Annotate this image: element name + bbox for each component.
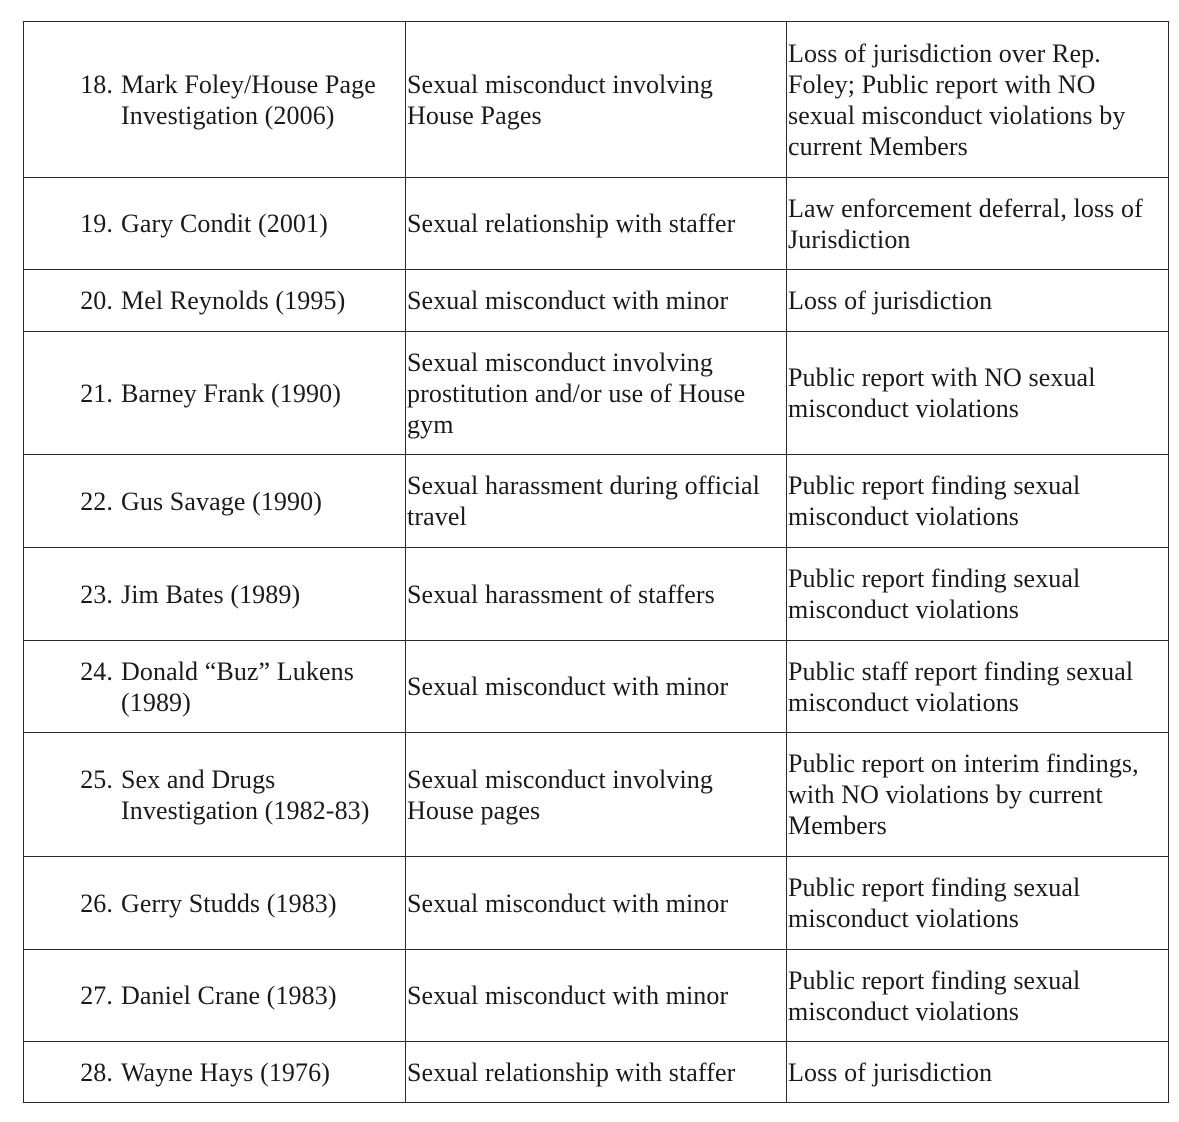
case-name: Gary Condit (2001) <box>121 209 328 238</box>
case-number: 27. <box>80 981 113 1010</box>
disposition-cell: Public staff report finding sexual misconduct violations <box>787 641 1169 733</box>
case-number: 28. <box>80 1057 113 1087</box>
table-row <box>24 455 1169 548</box>
case-name-cell <box>24 178 406 270</box>
allegation-cell: Sexual misconduct involving House Pages <box>406 22 787 178</box>
case-name-cell <box>24 641 406 733</box>
case-name: Mark Foley/House Page Investigation (2006) <box>121 69 376 130</box>
table-row <box>24 857 1169 950</box>
case-number: 20. <box>80 286 113 315</box>
cases-table <box>23 21 1169 1103</box>
allegation-cell: Sexual harassment of staffers <box>406 548 787 641</box>
allegation-cell: Sexual misconduct involving prostitution and/or use of House gym <box>406 332 787 455</box>
table-row <box>24 950 1169 1042</box>
table-row <box>24 1042 1169 1103</box>
case-name-cell <box>24 950 406 1042</box>
case-name-cell <box>24 548 406 641</box>
case-number: 25. <box>80 764 113 794</box>
allegation-cell: Sexual misconduct with minor <box>406 641 787 733</box>
case-number: 23. <box>80 579 113 609</box>
disposition-cell: Loss of jurisdiction <box>787 1042 1169 1103</box>
case-name: Mel Reynolds (1995) <box>121 286 346 315</box>
disposition-cell: Law enforcement deferral, loss of Jurisdiction <box>787 178 1169 270</box>
case-name: Barney Frank (1990) <box>121 378 341 408</box>
allegation-cell: Sexual relationship with staffer <box>406 178 787 270</box>
disposition-cell: Public report with NO sexual misconduct violations <box>787 332 1169 455</box>
allegation-cell: Sexual harassment during official travel <box>406 455 787 548</box>
table-row <box>24 270 1169 332</box>
disposition-cell: Public report on interim findings, with NO violations by current Members <box>787 733 1169 857</box>
case-number: 19. <box>80 209 113 238</box>
disposition-cell: Public report finding sexual misconduct violations <box>787 950 1169 1042</box>
table-row <box>24 22 1169 178</box>
disposition-cell: Public report finding sexual misconduct violations <box>787 548 1169 641</box>
disposition-cell: Public report finding sexual misconduct violations <box>787 857 1169 950</box>
table-row <box>24 548 1169 641</box>
table-row <box>24 332 1169 455</box>
disposition-cell: Loss of jurisdiction <box>787 270 1169 332</box>
case-name-cell <box>24 733 406 857</box>
allegation-cell: Sexual relationship with staffer <box>406 1042 787 1103</box>
allegation-cell: Sexual misconduct with minor <box>406 270 787 332</box>
table-row <box>24 733 1169 857</box>
table-row <box>24 178 1169 270</box>
case-name-cell <box>24 332 406 455</box>
disposition-cell: Loss of jurisdiction over Rep. Foley; Public report with NO sexual misconduct violations by current Members <box>787 22 1169 178</box>
case-name: Gus Savage (1990) <box>121 486 322 516</box>
case-number: 21. <box>80 378 113 408</box>
allegation-cell: Sexual misconduct involving House pages <box>406 733 787 857</box>
case-number: 26. <box>80 888 113 918</box>
case-name: Daniel Crane (1983) <box>121 981 337 1010</box>
case-name: Jim Bates (1989) <box>121 579 301 609</box>
case-name-cell <box>24 455 406 548</box>
case-name-cell <box>24 1042 406 1103</box>
case-name-cell <box>24 270 406 332</box>
case-name: Donald “Buz” Lukens (1989) <box>121 656 354 717</box>
case-name: Sex and Drugs Investigation (1982-83) <box>121 764 370 825</box>
case-name-cell <box>24 22 406 178</box>
case-number: 18. <box>80 69 113 99</box>
case-number: 22. <box>80 486 113 516</box>
disposition-cell: Public report finding sexual misconduct violations <box>787 455 1169 548</box>
allegation-cell: Sexual misconduct with minor <box>406 857 787 950</box>
table-row <box>24 641 1169 733</box>
case-number: 24. <box>80 656 113 686</box>
case-name: Wayne Hays (1976) <box>121 1057 330 1087</box>
case-name: Gerry Studds (1983) <box>121 888 337 918</box>
case-name-cell <box>24 857 406 950</box>
allegation-cell: Sexual misconduct with minor <box>406 950 787 1042</box>
